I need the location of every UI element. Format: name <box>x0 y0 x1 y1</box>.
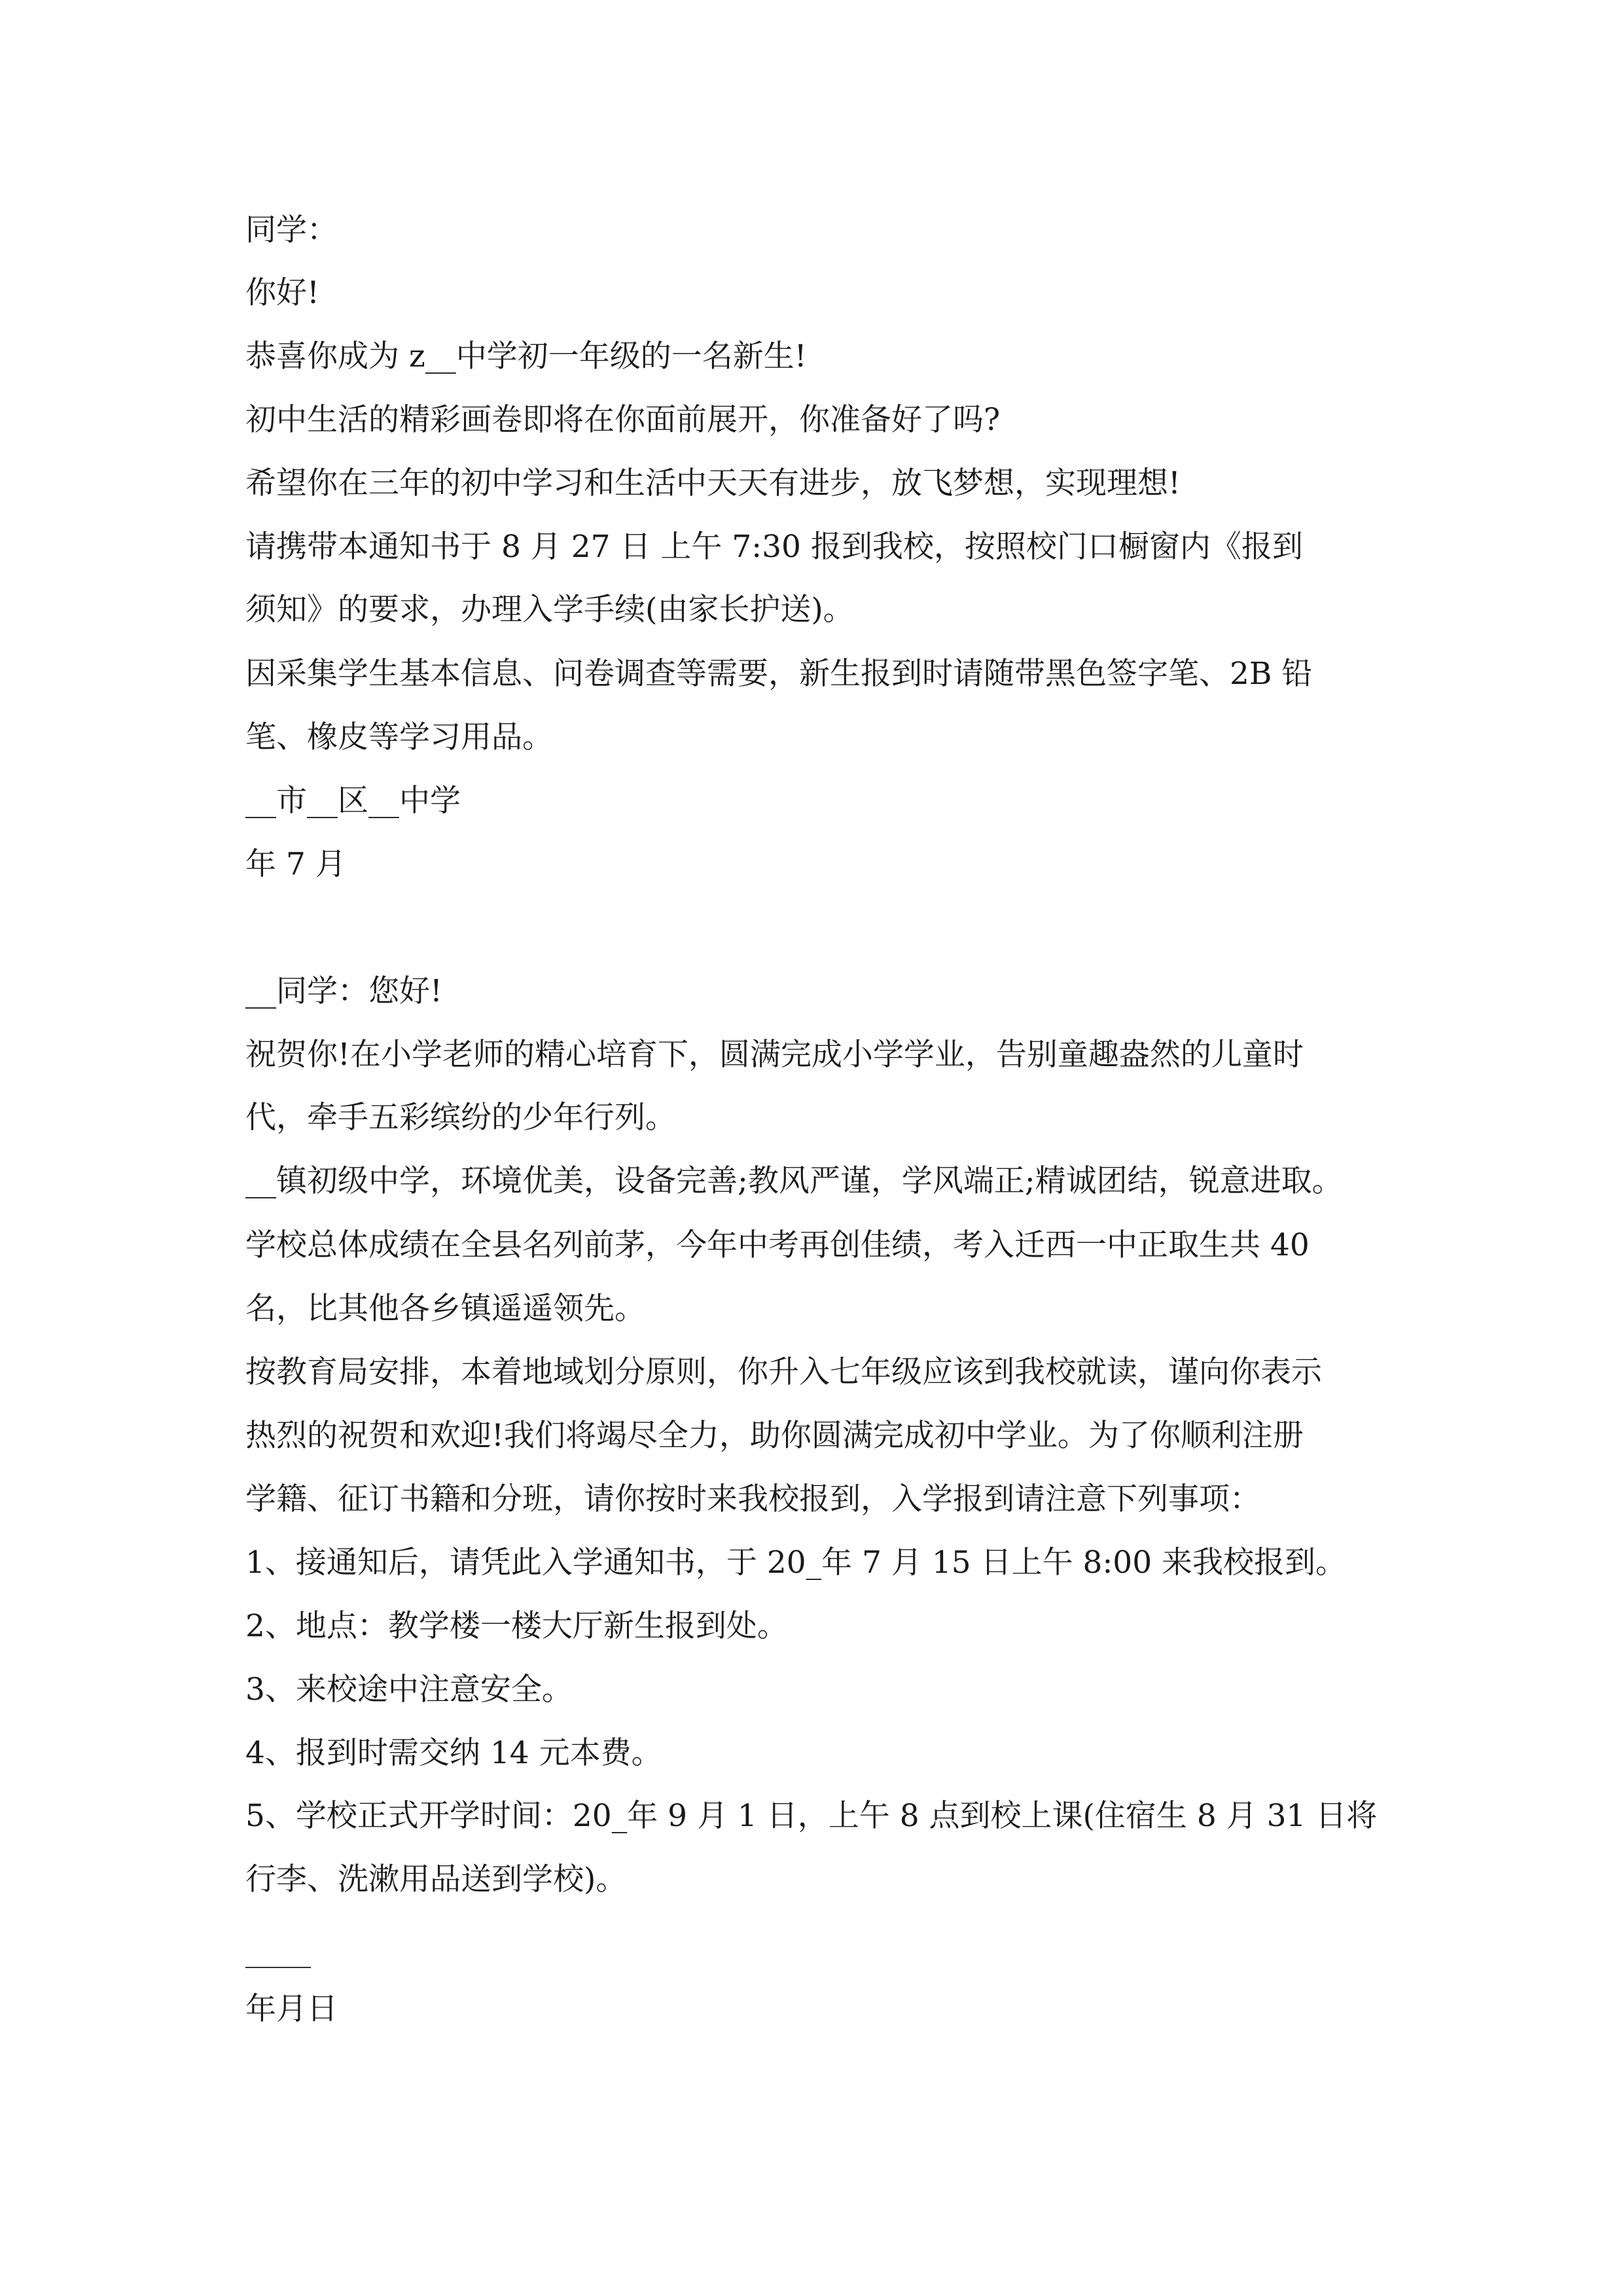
letter2-list-item: 4、报到时需交纳 14 元本费。 <box>245 1735 662 1771</box>
letter1-signature: __市__区__中学 <box>245 783 461 819</box>
letter1-date: 年 7 月 <box>245 846 346 882</box>
document-page <box>245 0 1387 2296</box>
letter2-date: 年月日 <box>245 1991 338 2027</box>
letter2-paragraph: 名，比其他各乡镇遥遥领先。 <box>245 1291 645 1327</box>
letter2-list-item: 行李、洗漱用品送到学校)。 <box>245 1861 627 1897</box>
letter2-paragraph: 学校总体成绩在全县名列前茅，今年中考再创佳绩，考入迁西一中正取生共 40 <box>245 1227 1310 1263</box>
letter1-salutation: 同学： <box>245 212 338 248</box>
letter2-paragraph: 代，牵手五彩缤纷的少年行列。 <box>245 1100 676 1136</box>
letter1-paragraph: 初中生活的精彩画卷即将在你面前展开，你准备好了吗? <box>245 402 1001 438</box>
letter1-paragraph: 因采集学生基本信息、问卷调查等需要，新生报到时请随带黑色签字笔、2B 铅 <box>245 656 1313 692</box>
letter2-paragraph: 学籍、征订书籍和分班，请你按时来我校报到，入学报到请注意下列事项： <box>245 1481 1260 1517</box>
letter2-salutation: __同学：您好! <box>245 973 442 1009</box>
signature-line <box>245 1967 311 1968</box>
letter1-paragraph: 须知》的要求，办理入学手续(由家长护送)。 <box>245 592 854 628</box>
letter2-paragraph: 祝贺你!在小学老师的精心培育下，圆满完成小学学业，告别童趣盎然的儿童时 <box>245 1037 1304 1073</box>
letter1-paragraph: 希望你在三年的初中学习和生活中天天有进步，放飞梦想，实现理想! <box>245 465 1181 501</box>
letter2-list-item: 5、学校正式开学时间：20_年 9 月 1 日，上午 8 点到校上课(住宿生 8 月 31 日将 <box>245 1798 1378 1834</box>
letter1-paragraph: 笔、橡皮等学习用品。 <box>245 719 553 755</box>
letter1-paragraph: 恭喜你成为 z__中学初一年级的一名新生! <box>245 338 807 374</box>
letter2-paragraph: 热烈的祝贺和欢迎!我们将竭尽全力，助你圆满完成初中学业。为了你顺利注册 <box>245 1418 1304 1454</box>
letter2-list-item: 2、地点：教学楼一楼大厅新生报到处。 <box>245 1608 788 1644</box>
letter2-list-item: 1、接通知后，请凭此入学通知书，于 20_年 7 月 15 日上午 8:00 来我校报到。 <box>245 1545 1347 1581</box>
letter1-greeting: 你好! <box>245 275 319 311</box>
letter2-paragraph: __镇初级中学，环境优美，设备完善;教风严谨，学风端正;精诚团结，锐意进取。 <box>245 1163 1343 1199</box>
letter1-paragraph: 请携带本通知书于 8 月 27 日 上午 7:30 报到我校，按照校门口橱窗内《报到 <box>245 529 1303 565</box>
letter2-list-item: 3、来校途中注意安全。 <box>245 1672 573 1708</box>
letter2-paragraph: 按教育局安排，本着地域划分原则，你升入七年级应该到我校就读，谨向你表示 <box>245 1354 1322 1390</box>
